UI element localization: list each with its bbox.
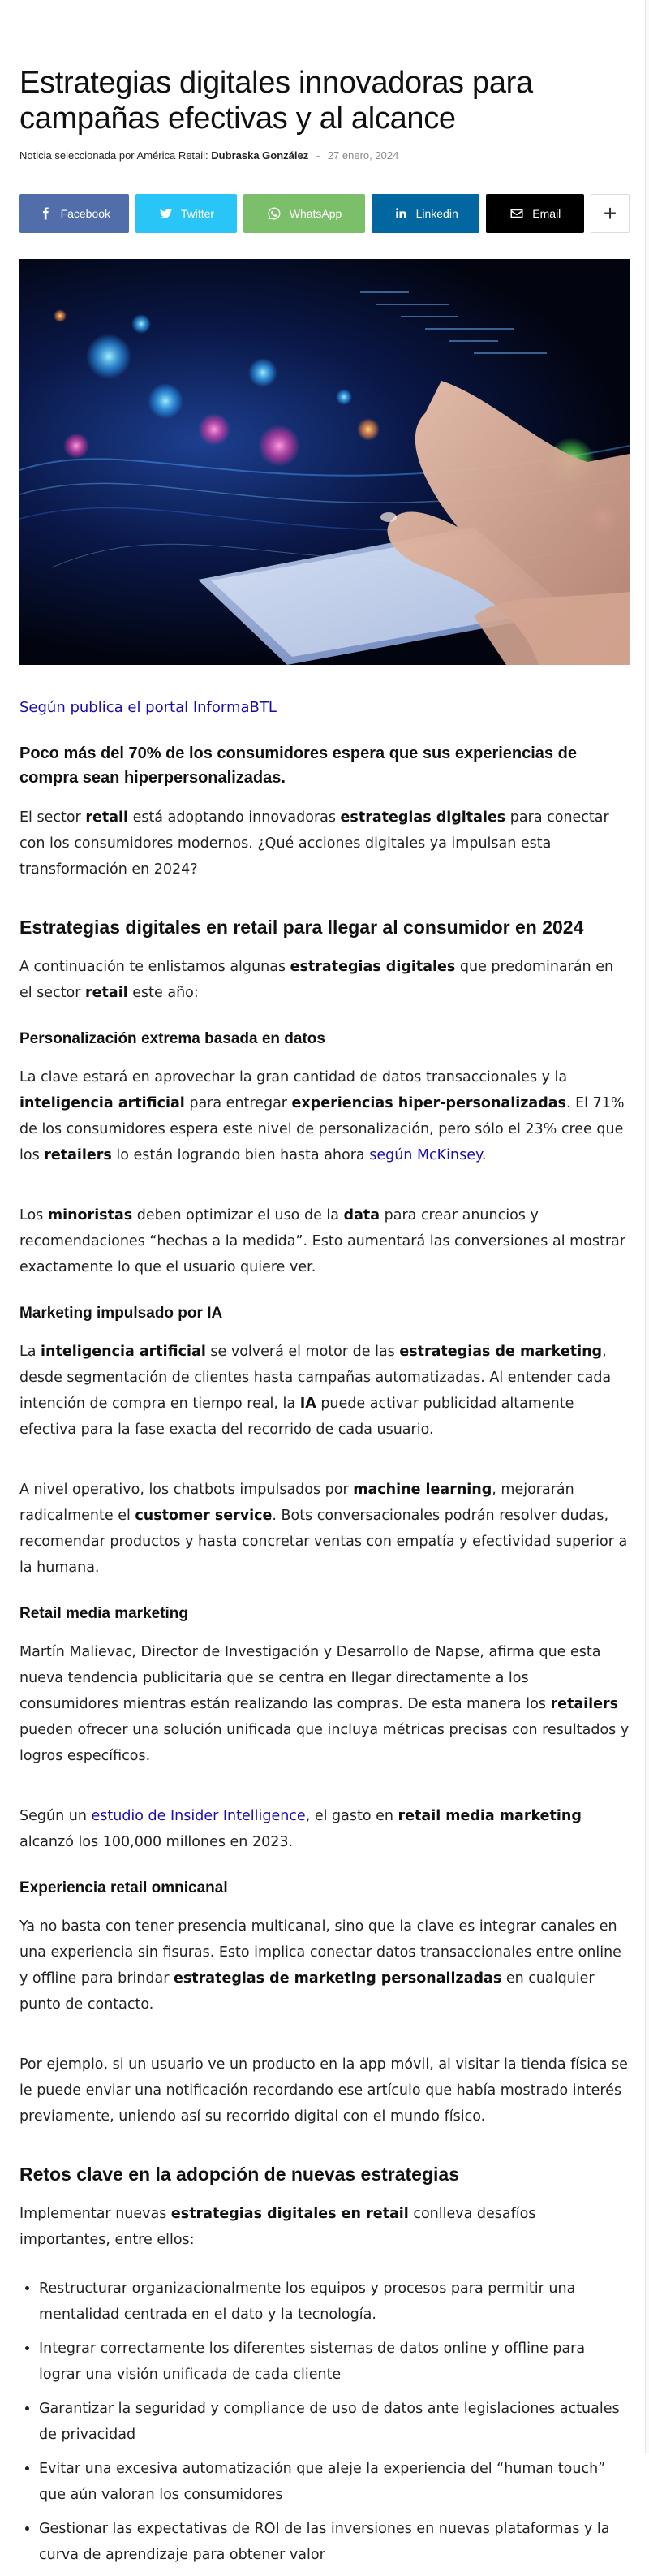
share-linkedin-button[interactable] (372, 194, 480, 233)
facebook-icon (38, 206, 53, 221)
list-item: • Integrar correctamente los diferentes sistemas de datos online y offline para lograr una visión unificada de cada cliente (39, 2336, 630, 2388)
scrollbar[interactable] (645, 0, 649, 2453)
article-page (19, 0, 630, 2576)
article-title: Estrategias digitales innovadoras para campañas efectivas y al alcance (19, 66, 533, 136)
share-facebook-button[interactable] (19, 194, 129, 233)
retail-media-paragraph-1: Martín Malievac, Director de Investigación y Desarrollo de Napse, afirma que esta nueva tendencia publicitaria que se centra en llegar directamente a los consumidores mientras están realizando las compras. De esta manera los retailers pueden ofrecer una solución unificada que incluya métricas precisas con resultados y logros específicos. (19, 1644, 630, 1764)
share-email-label: Email (532, 207, 561, 220)
source-link[interactable]: Según publica el portal InformaBTL (19, 699, 277, 716)
personalization-paragraph-2: Los minoristas deben optimizar el uso de la data para crear anuncios y recomendaciones “hechas a la medida”. Esto aumentará las conversiones al mostrar exactamente lo que el usuario quiere ver. (19, 1207, 625, 1275)
subheading-omnichannel: Experiencia retail omnicanal (19, 1879, 228, 1896)
share-whatsapp-button[interactable] (243, 194, 365, 233)
author-name[interactable]: Dubraska González (211, 149, 309, 162)
challenges-intro-paragraph: Implementar nuevas estrategias digitales en retail conlleva desafíos importantes, entre ellos: (19, 2206, 536, 2248)
lead-paragraph: Poco más del 70% de los consumidores espera que sus experiencias de compra sean hiperpersonalizadas. (19, 744, 577, 787)
share-email-button[interactable] (486, 194, 584, 233)
envelope-icon (509, 206, 524, 221)
subheading-personalization: Personalización extrema basada en datos (19, 1030, 325, 1047)
challenges-list (19, 2276, 630, 2568)
list-item: • Gestionar las expectativas de ROI de las inversiones en nuevas plataformas y la curva de aprendizaje para obtener valor (39, 2516, 630, 2568)
section-heading-challenges: Retos clave en la adopción de nuevas estrategias (19, 2164, 459, 2185)
tablet-hand-illustration (19, 259, 630, 665)
whatsapp-icon (267, 206, 282, 221)
share-whatsapp-label: WhatsApp (289, 207, 342, 220)
share-twitter-label: Twitter (180, 207, 215, 220)
publish-date: 27 enero, 2024 (327, 149, 399, 162)
list-item: • Evitar una excesiva automatización que aleje la experiencia del “human touch” que aún valoran los consumidores (39, 2456, 630, 2508)
list-item: • Garantizar la seguridad y compliance de uso de datos ante legislaciones actuales de privacidad (39, 2396, 630, 2448)
subheading-retail-media: Retail media marketing (19, 1605, 189, 1622)
mckinsey-link[interactable]: según McKinsey (369, 1147, 482, 1163)
insider-intelligence-link[interactable]: estudio de Insider Intelligence (91, 1808, 306, 1824)
section-heading-strategies: Estrategias digitales en retail para llegar al consumidor en 2024 (19, 917, 584, 938)
omnichannel-paragraph-2: Por ejemplo, si un usuario ve un producto en la app móvil, al visitar la tienda física se le puede enviar una notificación recordando ese artículo que había mostrado interés previamente, uniendo así su recorrido digital con el mundo físico. (19, 2056, 628, 2125)
ai-paragraph-1: La inteligencia artificial se volverá el motor de las estrategias de marketing, desde segmentación de clientes hasta campañas automatizadas. Al entender cada intención de compra en tiempo real, la IA puede activar publicidad altamente efectiva para la fase exacta del recorrido de cada usuario. (19, 1344, 612, 1438)
article-meta (19, 149, 630, 162)
twitter-icon (158, 206, 173, 221)
share-facebook-label: Facebook (60, 207, 111, 220)
list-intro-paragraph: A continuación te enlistamos algunas estrategias digitales que predominarán en el sector retail este año: (19, 959, 614, 1001)
plus-icon: + (603, 201, 617, 226)
retail-media-paragraph-2: Según un estudio de Insider Intelligence, el gasto en retail media marketing alcanzó los 100,000 millones en 2023. (19, 1808, 582, 1850)
subheading-ai-marketing: Marketing impulsado por IA (19, 1305, 223, 1322)
share-more-button[interactable] (591, 194, 630, 233)
article-body (19, 697, 630, 2568)
personalization-paragraph-1: La clave estará en aprovechar la gran cantidad de datos transaccionales y la inteligencia artificial para entregar experiencias hiper-personalizadas. El 71% de los consumidores espera este nivel de personalización, pero sólo el 23% cree que los retailers lo están logrando bien hasta ahora según McKinsey. (19, 1069, 625, 1163)
share-linkedin-label: Linkedin (415, 207, 458, 220)
meta-prefix: Noticia seleccionada por América Retail: (19, 149, 208, 162)
ai-paragraph-2: A nivel operativo, los chatbots impulsados por machine learning, mejorarán radicalmente el customer service. Bots conversacionales podrán resolver dudas, recomendar productos y hasta concretar ventas con empatía y efectividad superior a la humana. (19, 1482, 628, 1576)
meta-separator: - (316, 149, 320, 162)
list-item: • Restructurar organizacionalmente los equipos y procesos para permitir una mentalidad centrada en el dato y la tecnología. (39, 2276, 630, 2328)
intro-paragraph: El sector retail está adoptando innovadoras estrategias digitales para conectar con los consumidores modernos. ¿Qué acciones digitales ya impulsan esta transformación en 2024? (19, 809, 609, 878)
share-buttons (19, 194, 630, 233)
hero-image (19, 259, 630, 665)
linkedin-icon (393, 206, 408, 221)
share-twitter-button[interactable] (135, 194, 238, 233)
omnichannel-paragraph-1: Ya no basta con tener presencia multicanal, sino que la clave es integrar canales en una experiencia sin fisuras. Esto implica conectar datos transaccionales entre online y offline para brindar estrategias de marketing personalizadas en cualquier punto de contacto. (19, 1918, 621, 2013)
